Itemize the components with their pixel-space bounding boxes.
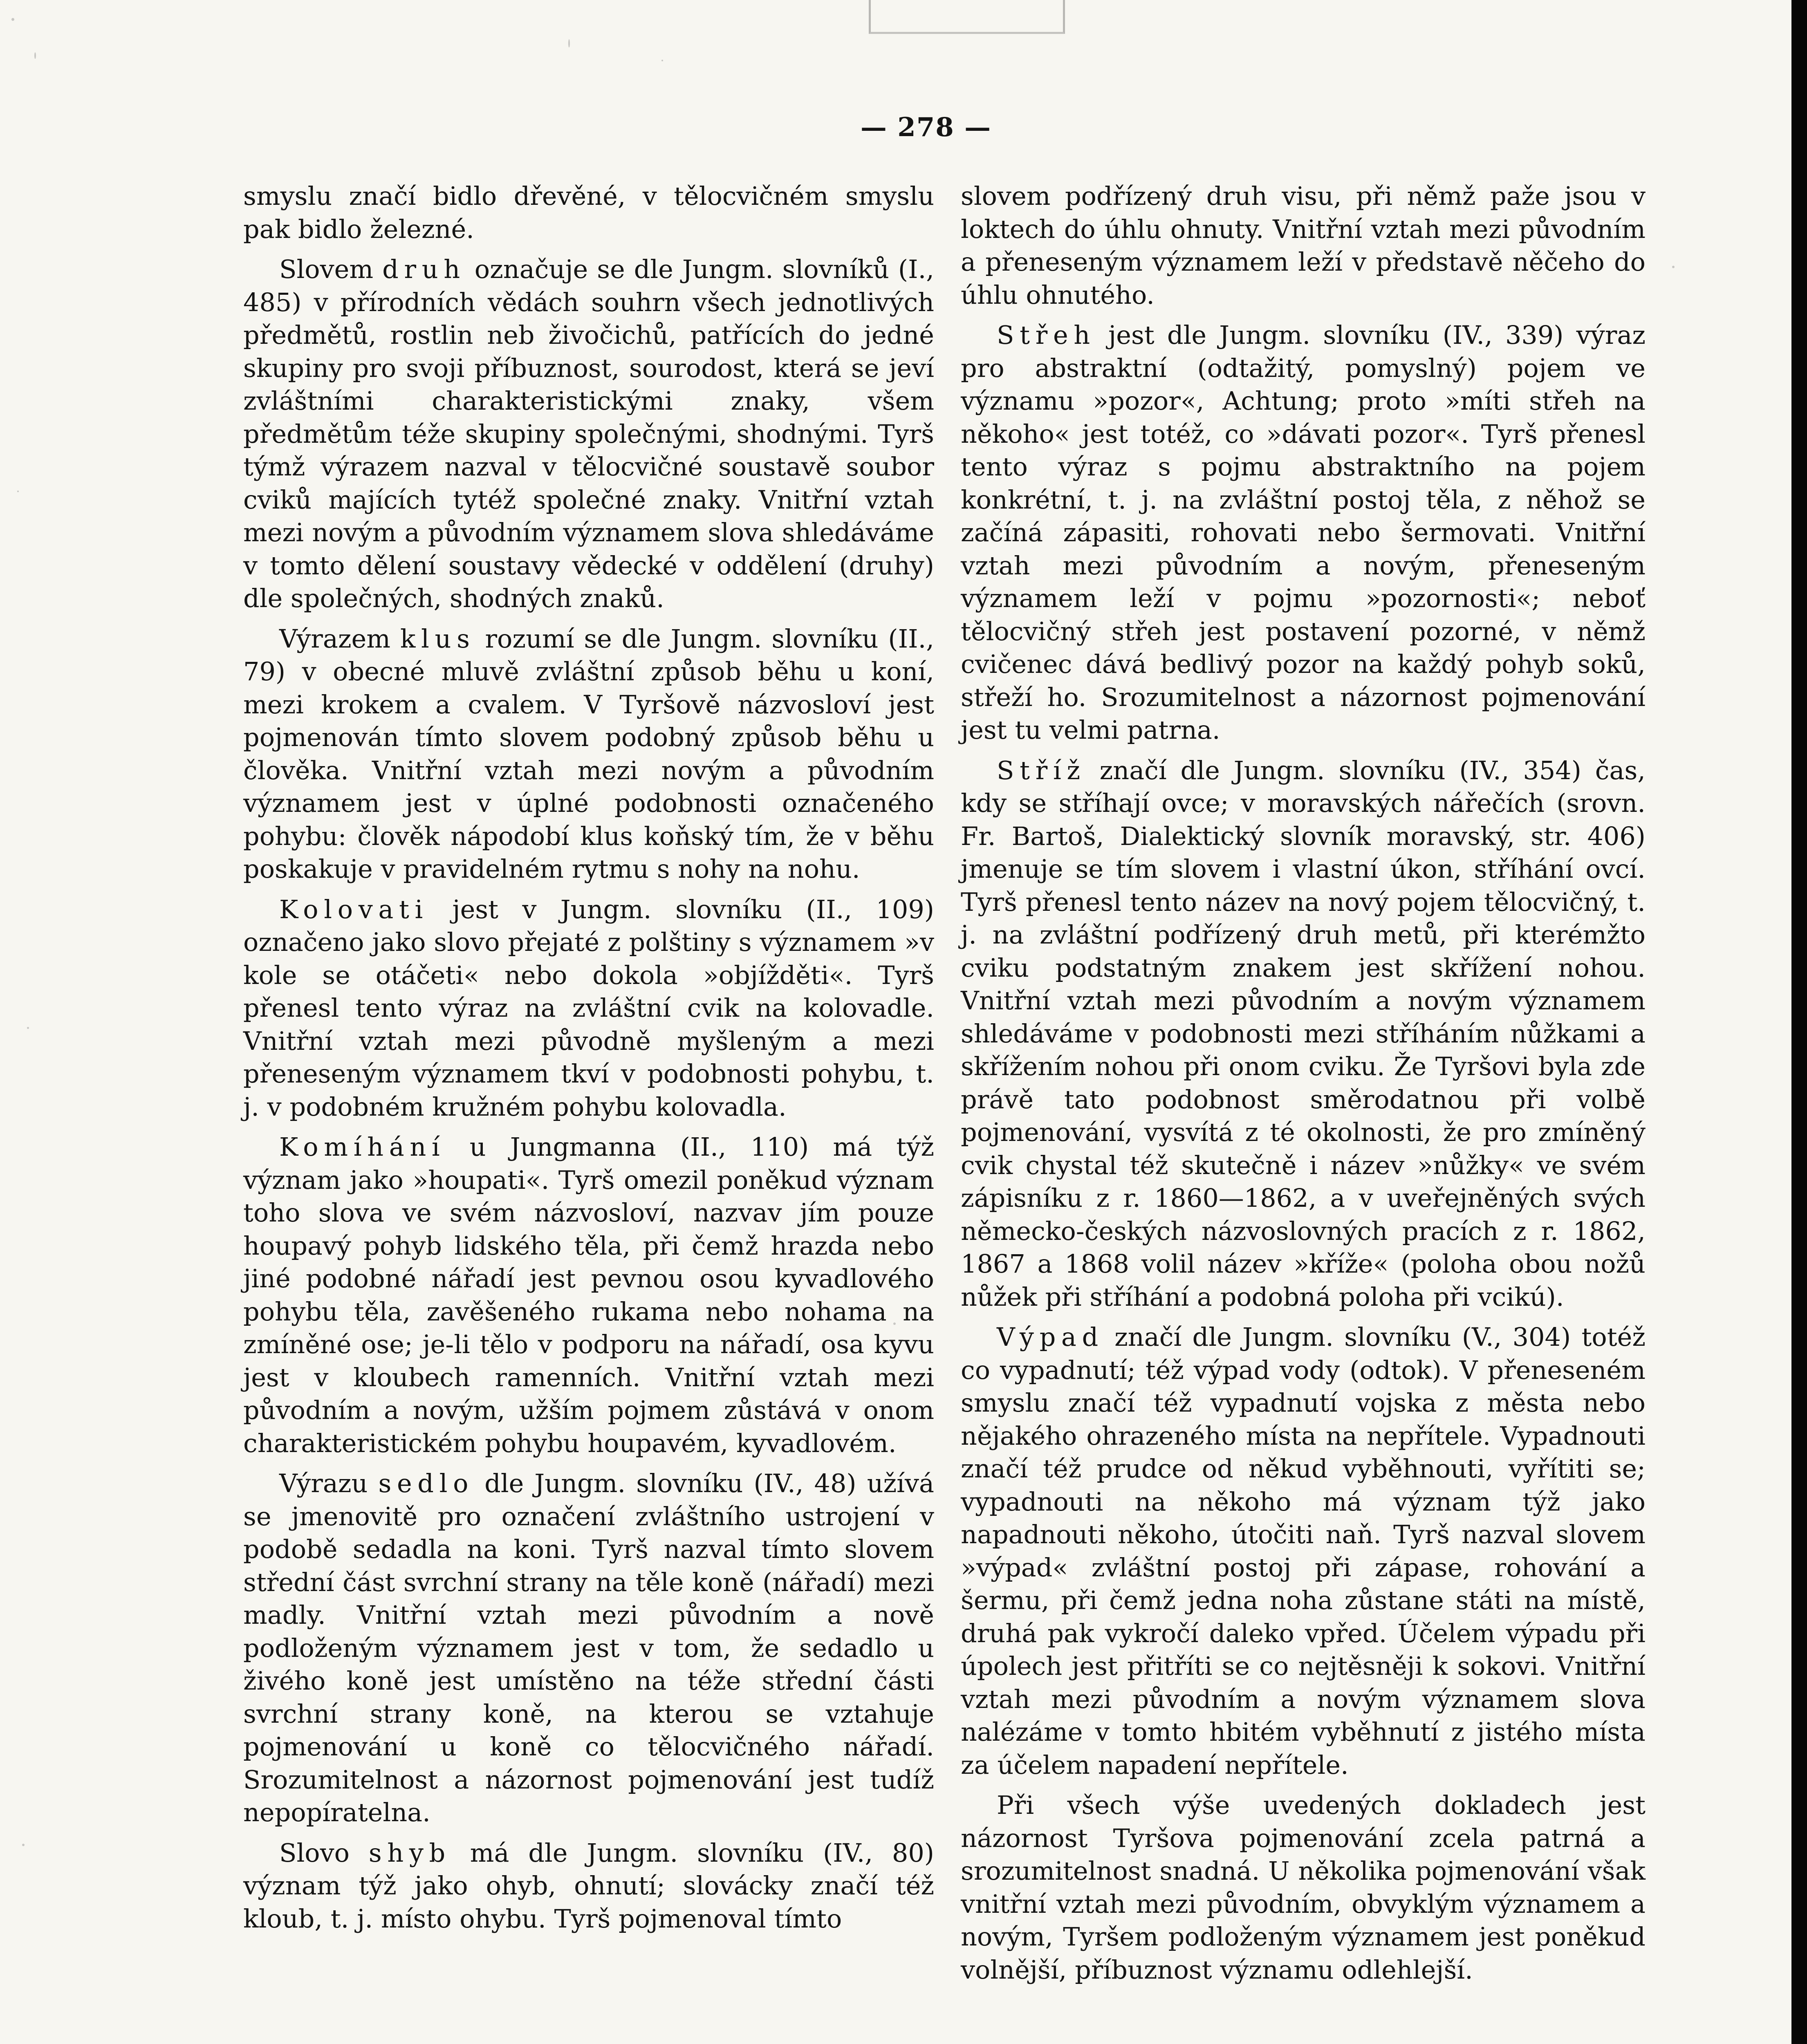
- paragraph-druh: [243, 253, 934, 615]
- paragraph-body: u Jungmanna (II., 110) má týž význam jako »houpati«. Tyrš omezil poněkud význam toho slova ve svém názvosloví, nazvav jím pouze houpavý pohyb lidského těla, při čemž hrazda nebo jiné podobné nářadí jest pevnou osou kyvadlového pohybu těla, zavěšeného rukama nebo nohama na zmíněné ose; je-li tělo v podporu na nářadí, osa kyvu jest v kloubech ramenních. Vnitřní vztah mezi původním a novým, užším pojmem zůstává v onom charakteristickém pohybu houpavém, kyvadlovém.: [243, 1132, 934, 1458]
- paragraph-continuation: smyslu značí bidlo dřevěné, v tělocvičném smyslu pak bidlo železné.: [243, 181, 934, 244]
- term-striz: Stříž: [997, 755, 1086, 785]
- paragraph-conclusion: Při všech výše uvedených dokladech jest názornost Tyršova pojmenování zcela patrná a srozumitelnost snadná. U několika pojmenování však vnitřní vztah mezi původním, obvyklým významem a novým, Tyršem podloženým významem jest poněkud volnější, příbuznost významu odlehlejší.: [961, 1790, 1646, 1985]
- paragraph-body: značí dle Jungm. slovníku (IV., 354) čas, kdy se stříhají ovce; v moravských nářečích (srovn. Fr. Bartoš, Dialektický slovník moravský, str. 406) jmenuje se tím slovem i vlastní úkon, stříhání ovcí. Tyrš přenesl tento název na nový pojem tělocvičný, t. j. na zvláštní podřízený druh metů, při kterémžto cviku podstatným znakem jest skřížení nohou. Vnitřní vztah mezi původním a novým významem shledáváme v podobnosti mezi stříháním nůžkami a skřížením nohou při onom cviku. Že Tyršovi byla zde právě tato podobnost směrodatnou při volbě pojmenování, vysvítá z té okolnosti, že pro zmíněný cvik chystal též skutečně i název »nůžky« ve svém zápisníku z r. 1860—1862, a v uveřejněných svých německo-českých názvoslovných pracích z r. 1862, 1867 a 1868 volil název »kříže« (poloha obou nožů nůžek při stříhání a podobná poloha při vcikú).: [961, 755, 1646, 1312]
- page-edge-shadow: [1791, 0, 1807, 2044]
- scan-speck: [34, 52, 36, 59]
- scan-speck: [11, 18, 14, 21]
- paragraph-shyb-continuation: slovem podřízený druh visu, při němž paže jsou v loktech do úhlu ohnuty. Vnitřní vztah mezi původním a přeneseným významem leží v představě něčeho do úhlu ohnutého.: [961, 181, 1646, 310]
- term-druh: druh: [382, 254, 466, 284]
- right-column: [961, 180, 1646, 1994]
- scan-speck: [22, 1844, 25, 1846]
- scan-speck: [27, 1027, 29, 1029]
- paragraph-body: rozumí se dle Jungm. slovníku (II., 79) v obecné mluvě zvláštní způsob běhu u koní, mezi krokem a cvalem. V Tyršově názvosloví jest pojmenován tímto slovem podobný způsob běhu u člověka. Vnitřní vztah mezi novým a původním významem jest v úplné podobnosti označeného pohybu: člověk nápodobí klus koňský tím, že v běhu poskakuje v pravidelném rytmu s nohy na nohu.: [243, 623, 934, 884]
- paragraph-komihani: [243, 1131, 934, 1460]
- paragraph-prefix: Slovo: [279, 1838, 369, 1868]
- paragraph-body: jest dle Jungm. slovníku (IV., 339) výraz pro abstraktní (odtažitý, pomyslný) pojem ve významu »pozor«, Achtung; proto »míti střeh na někoho« jest totéž, co »dávati pozor«. Tyrš přenesl tento výraz s pojmu abstraktního na pojem konkrétní, t. j. na zvláštní postoj těla, z něhož se začíná zápasiti, rohovati nebo šermovati. Vnitřní vztah mezi původním a novým, přeneseným významem leží v pojmu »pozornosti«; neboť tělocvičný střeh jest postavení pozorné, v němž cvičenec dává bedlivý pozor na každý pohyb soků, střeží ho. Srozumitelnost a názornost pojmenování jest tu velmi patrna.: [961, 320, 1646, 745]
- paragraph-sedlo: [243, 1467, 934, 1829]
- paragraph-prefix: Slovem: [279, 254, 383, 284]
- scan-speck: [568, 39, 570, 47]
- left-column: [243, 180, 934, 1943]
- paragraph-body: jest v Jungm. slovníku (II., 109) označeno jako slovo přejaté z polštiny s významem »v kole se otáčeti« nebo dokola »objížděti«. Tyrš přenesl tento výraz na zvláštní cvik na kolovadle. Vnitřní vztah mezi původně myšleným a mezi přeneseným významem tkví v podobnosti pohybu, t. j. v podobném kružném pohybu kolovadla.: [243, 894, 934, 1122]
- term-streh: Střeh: [997, 320, 1096, 350]
- paragraph-klus: [243, 623, 934, 886]
- paragraph-body: dle Jungm. slovníku (IV., 48) užívá se jmenovitě pro označení zvláštního ustrojení v podobě sedadla na koni. Tyrš nazval tímto slovem střední část svrchní strany na těle koně (nářadí) mezi madly. Vnitřní vztah mezi původním a nově podloženým významem jest v tom, že sedadlo u živého koně jest umístěno na téže střední části svrchní strany koně, na kterou se vztahuje pojmenování u koně co tělocvičného nářadí. Srozumitelnost a názornost pojmenování jest tudíž nepopíratelna.: [243, 1468, 934, 1827]
- term-klus: klus: [400, 623, 475, 654]
- paragraph-prefix: Výrazem: [279, 623, 400, 654]
- scan-speck: [661, 60, 663, 61]
- paragraph-prefix: Výrazu: [279, 1468, 379, 1498]
- term-sedlo: sedlo: [378, 1468, 474, 1498]
- term-vypad: Výpad: [997, 1322, 1104, 1352]
- page-number: — 278 —: [860, 112, 992, 143]
- paragraph-striz: [961, 754, 1646, 1314]
- paragraph-shyb: [243, 1837, 934, 1936]
- term-komihani: Komíhání: [279, 1132, 446, 1162]
- term-kolovati: Kolovati: [279, 894, 428, 924]
- scan-speck: [17, 491, 19, 492]
- paragraph-streh: [961, 319, 1646, 747]
- paragraph-vypad: [961, 1321, 1646, 1782]
- paragraph-body: má dle Jungm. slovníku (IV., 80) význam týž jako ohyb, ohnutí; slovácky značí též kloub, t. j. místo ohybu. Tyrš pojmenoval tímto: [243, 1838, 934, 1934]
- top-scan-mark: [869, 0, 1065, 34]
- paragraph-kolovati: [243, 893, 934, 1124]
- paragraph-body: označuje se dle Jungm. slovníků (I., 485) v přírodních vědách souhrn všech jednotlivých předmětů, rostlin neb živočichů, patřících do jedné skupiny pro svoji příbuznost, sourodost, která se jeví zvláštními charakteristickými znaky, všem předmětům téže skupiny společnými, shodnými. Tyrš týmž výrazem nazval v tělocvičné soustavě soubor cviků majících tytéž společné znaky. Vnitřní vztah mezi novým a původním významem slova shledáváme v tomto dělení soustavy vědecké v oddělení (druhy) dle společných, shodných znaků.: [243, 254, 934, 613]
- term-shyb: shyb: [368, 1838, 451, 1868]
- paragraph-body: značí dle Jungm. slovníku (V., 304) totéž co vypadnutí; též výpad vody (odtok). V přeneseném smyslu značí též vypadnutí vojska z města nebo nějakého ohrazeného místa na nepřítele. Vypadnouti značí též prudce od někud vyběhnouti, vyřítiti se; vypadnouti na někoho má význam týž jako napadnouti někoho, útočiti naň. Tyrš nazval slovem »výpad« zvláštní postoj při zápase, rohování a šermu, při čemž jedna noha zůstane státi na místě, druhá pak vykročí daleko vpřed. Účelem výpadu při úpolech jest přitříti se co nejtěsněji k sokovi. Vnitřní vztah mezi původním a novým významem slova nalézáme v tomto hbitém vyběhnutí z jistého místa za účelem napadení nepřítele.: [961, 1322, 1646, 1780]
- scan-speck: [1672, 266, 1675, 268]
